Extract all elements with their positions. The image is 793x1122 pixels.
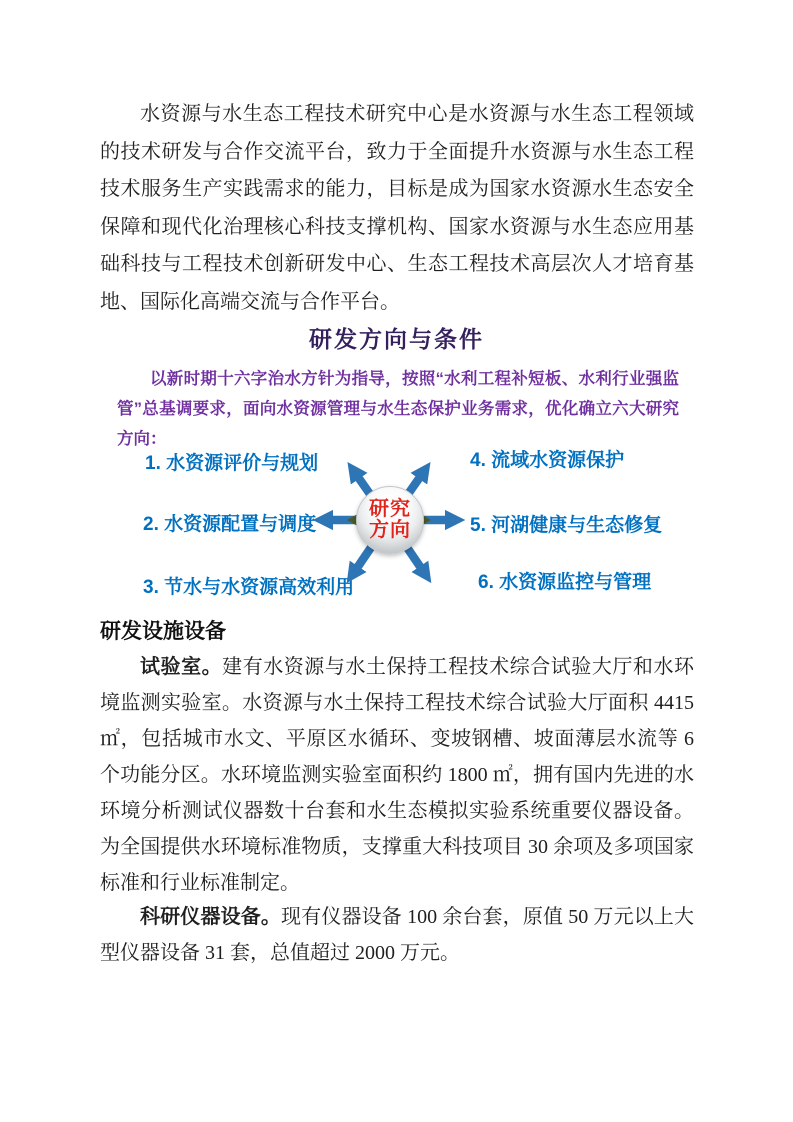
equipment-body: 现有仪器设备 100 余台套，原值 50 万元以上大型仪器设备 31 套，总值超过 2000 万元。 [100,906,695,964]
center-label-line1: 研究 [369,498,411,520]
intro-paragraph: 水资源与水生态工程技术研究中心是水资源与水生态工程领域的技术研发与合作交流平台，致力于全面提升水资源与水生态工程技术服务生产实践需求的能力，目标是成为国家水资源水生态安全保障和现代化治理核心科技支撑机构、国家水资源与水生态应用基础科技与工程技术创新研发中心、生态工程技术高层次人才培育基地、国际化高端交流与合作平台。 [100,103,694,313]
direction-item-6: 6. 水资源监控与管理 [478,572,652,593]
lab-lead: 试验室。 [140,656,223,678]
diagram-center-sphere [356,486,424,554]
direction-item-4: 4. 流域水资源保护 [470,450,625,471]
direction-item-5: 5. 河湖健康与生态修复 [470,515,663,536]
equipment-paragraph [100,899,694,971]
lab-body: 建有水资源与水土保持工程技术综合试验大厅和水环境监测实验室。水资源与水土保持工程技术综合试验大厅面积 4415 ㎡，包括城市水文、平原区水循环、变坡钢槽、坡面薄层水流等 6 个功能分区。水环境监测实验室面积约 1800 ㎡，拥有国内先进的水环境分析测试仪器数十台套和水生态模拟实验系统重要仪器设备。为全国提供水环境标准物质，支撑重大科技项目 30 余项及多项国家标准和行业标准制定。 [100,656,695,894]
equipment-lead: 科研仪器设备。 [140,906,282,928]
section-title-facilities: 研发设施设备 [100,619,226,643]
research-directions-diagram [0,436,793,621]
lab-paragraph [100,649,694,901]
direction-item-2: 2. 水资源配置与调度 [143,514,317,535]
policy-paragraph: 以新时期十六字治水方针为指导，按照“水利工程补短板、水利行业强监管”总基调要求，面向水资源管理与水生态保护业务需求，优化确立六大研究方向： [117,370,679,448]
center-label-line2: 方向 [369,519,411,541]
section-title-research-directions: 研发方向与条件 [309,327,484,352]
direction-item-1: 1. 水资源评价与规划 [145,453,319,474]
direction-item-3: 3. 节水与水资源高效利用 [143,577,355,598]
